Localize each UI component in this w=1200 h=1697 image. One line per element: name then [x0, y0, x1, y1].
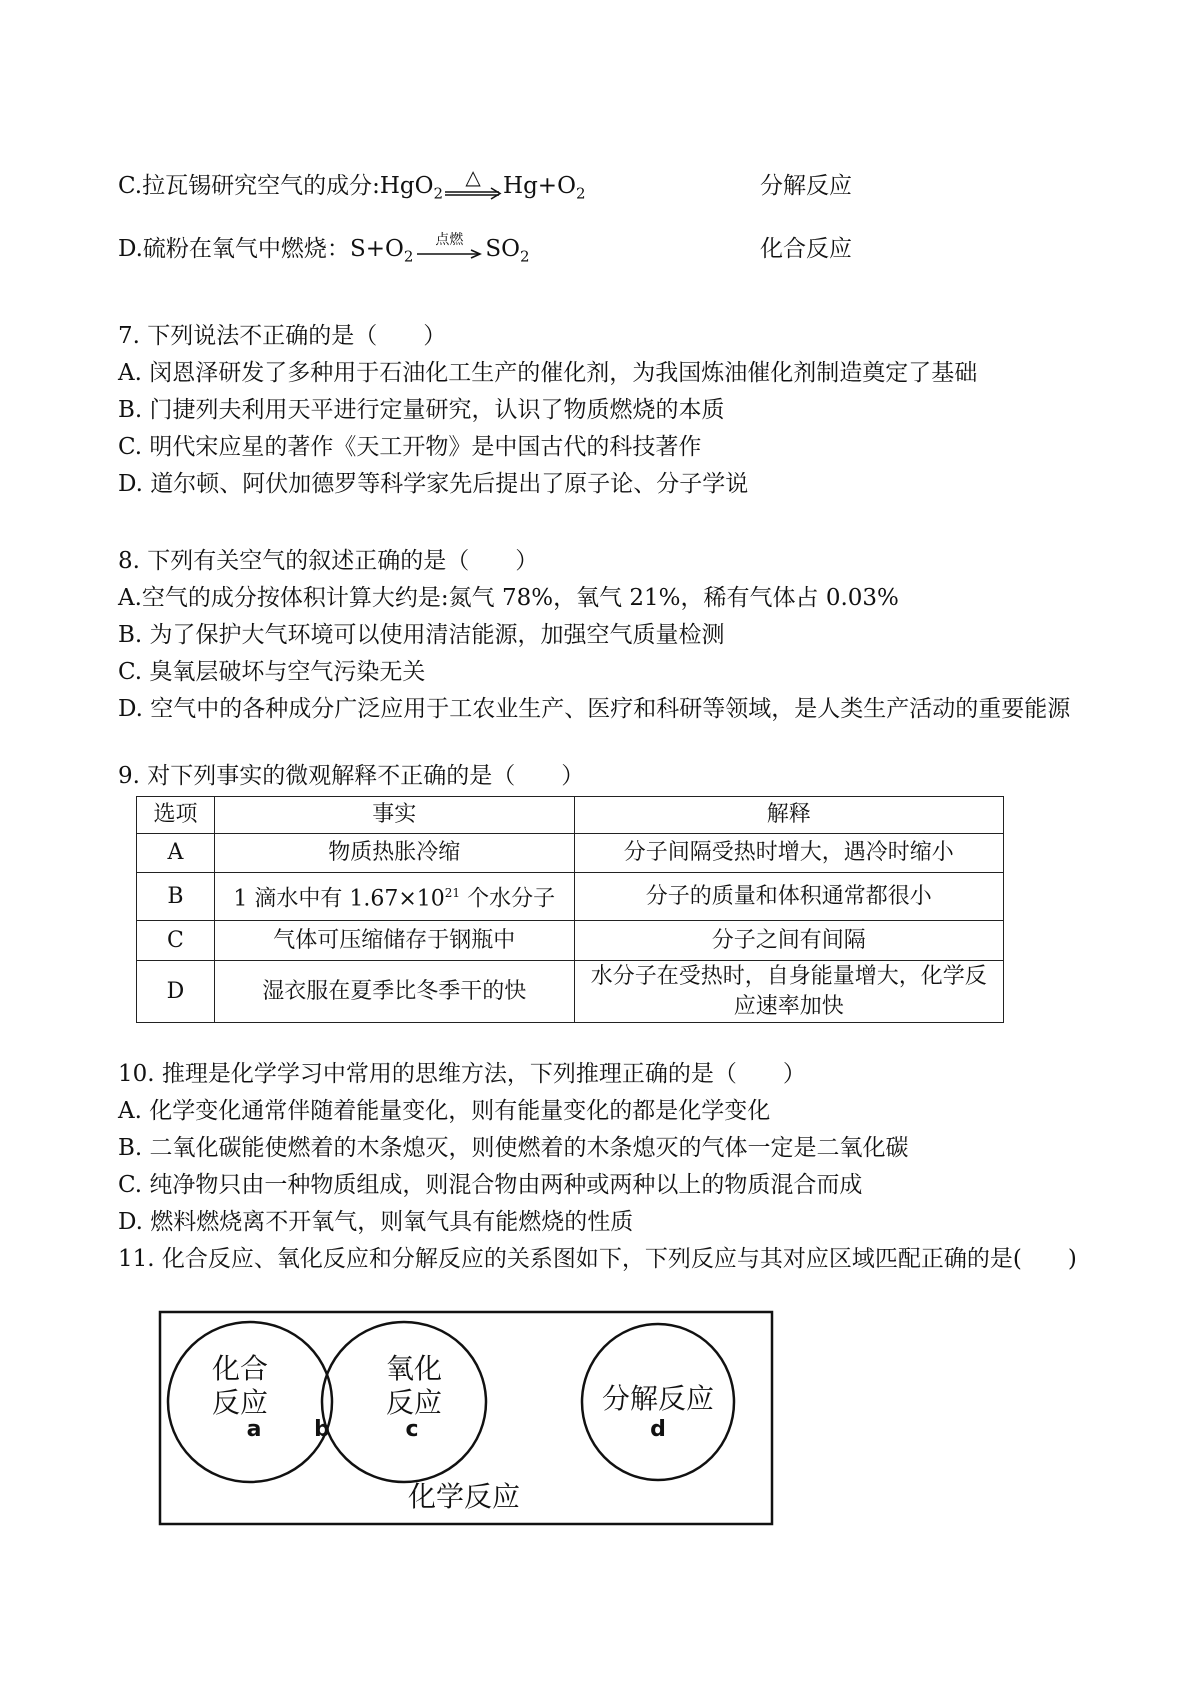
q6-d-arrow [413, 233, 485, 265]
fact-exponent: 21 [444, 886, 461, 901]
table-row [137, 834, 1004, 873]
table-header-row [137, 797, 1004, 834]
reaction-relationship-diagram [158, 1310, 774, 1526]
q7-stem: 7. 下列说法不正确的是（ ） [118, 323, 447, 349]
table-cell-option: A [137, 834, 215, 873]
q6-c-condition: △ [465, 165, 481, 189]
q6-d-reactant: S+O [349, 236, 404, 262]
q7-option-b: B. 门捷列夫利用天平进行定量研究，认识了物质燃烧的本质 [118, 397, 725, 423]
oxidation-label-line2: 反应 [385, 1386, 443, 1419]
reaction-arrow-icon [413, 233, 485, 265]
q10-option-b: B. 二氧化碳能使燃着的木条熄灭，则使燃着的木条熄灭的气体一定是二氧化碳 [118, 1135, 909, 1161]
q7-option-c: C. 明代宋应星的著作《天工开物》是中国古代的科技著作 [118, 434, 702, 460]
q10-option-c: C. 纯净物只由一种物质组成，则混合物由两种或两种以上的物质混合而成 [118, 1172, 863, 1198]
q7-option-d: D. 道尔顿、阿伏加德罗等科学家先后提出了原子论、分子学说 [118, 471, 749, 497]
q9-stem: 9. 对下列事实的微观解释不正确的是（ ） [118, 763, 585, 789]
q6-d-product-sub: 2 [520, 247, 530, 266]
table-cell-explain: 分子之间有间隔 [574, 921, 1003, 961]
q6-c-reactant-sub: 2 [433, 184, 444, 203]
q11-stem: 11. 化合反应、氧化反应和分解反应的关系图如下，下列反应与其对应区域匹配正确的是( ) [118, 1246, 1077, 1272]
table-cell-explain: 分子的质量和体积通常都很小 [574, 873, 1003, 921]
q7-option-a: A. 闵恩泽研发了多种用于石油化工生产的催化剂，为我国炼油催化剂制造奠定了基础 [118, 360, 978, 386]
table-cell-option: D [137, 961, 215, 1023]
q8-option-b: B. 为了保护大气环境可以使用清洁能源，加强空气质量检测 [118, 622, 725, 648]
q6-c-arrow [443, 165, 503, 202]
decomposition-label: 分解反应 [601, 1382, 715, 1415]
q6-c-reactant: HgO [379, 173, 434, 199]
q6-c-product: Hg+O [503, 173, 576, 199]
table-cell-fact: 物质热胀冷缩 [214, 834, 574, 873]
table-cell-explain: 水分子在受热时，自身能量增大，化学反应速率加快 [574, 961, 1003, 1023]
q10-option-d: D. 燃料燃烧离不开氧气，则氧气具有能燃烧的性质 [118, 1209, 634, 1235]
q6-d-label: D.硫粉在氧气中燃烧： [118, 236, 350, 262]
q10-stem: 10. 推理是化学学习中常用的思维方法，下列推理正确的是（ ） [118, 1061, 806, 1087]
q6-option-c [118, 165, 586, 210]
region-a-label: a [246, 1417, 262, 1442]
fact-text-pre: 1 滴水中有 1.67×10 [233, 886, 445, 912]
combination-label-line2: 反应 [211, 1386, 269, 1419]
region-c-label: c [405, 1417, 419, 1442]
region-d-label: d [650, 1417, 666, 1442]
table-cell-fact: 湿衣服在夏季比冬季干的快 [214, 961, 574, 1023]
q6-c-type: 分解反应 [760, 173, 852, 199]
table-header: 选项 [137, 797, 215, 834]
table-row [137, 873, 1004, 921]
q6-option-d [118, 233, 530, 273]
q8-option-a: A.空气的成分按体积计算大约是:氮气 78%，氧气 21%，稀有气体占 0.03% [118, 585, 899, 611]
q6-c-product-sub: 2 [575, 184, 586, 203]
table-cell-fact: 气体可压缩储存于钢瓶中 [214, 921, 574, 961]
table-row [137, 921, 1004, 961]
table-cell-fact [214, 873, 574, 921]
q6-c-label: C.拉瓦锡研究空气的成分: [118, 173, 380, 199]
oxidation-label-line1: 氧化 [385, 1352, 443, 1385]
reaction-arrow-icon [443, 165, 503, 202]
table-header: 解释 [574, 797, 1003, 834]
q10-option-a: A. 化学变化通常伴随着能量变化，则有能量变化的都是化学变化 [118, 1098, 771, 1124]
fact-text-post: 个水分子 [460, 886, 556, 912]
combination-label-line1: 化合 [211, 1352, 269, 1385]
q6-d-condition: 点燃 [435, 232, 464, 248]
table-cell-option: C [137, 921, 215, 961]
q6-d-reactant-sub: 2 [403, 247, 414, 266]
q8-option-d: D. 空气中的各种成分广泛应用于工农业生产、医疗和科研等领域，是人类生产活动的重要能源 [118, 696, 1071, 722]
table-cell-option: B [137, 873, 215, 921]
q8-stem: 8. 下列有关空气的叙述正确的是（ ） [118, 548, 539, 574]
q6-d-type: 化合反应 [760, 236, 852, 262]
q9-table [136, 796, 1004, 1023]
table-row [137, 961, 1004, 1023]
table-header: 事实 [214, 797, 574, 834]
chemical-reaction-label: 化学反应 [407, 1480, 521, 1513]
q8-option-c: C. 臭氧层破坏与空气污染无关 [118, 659, 426, 685]
q6-d-product: SO [485, 236, 520, 262]
region-b-label: b [314, 1417, 330, 1442]
table-cell-explain: 分子间隔受热时增大，遇冷时缩小 [574, 834, 1003, 873]
